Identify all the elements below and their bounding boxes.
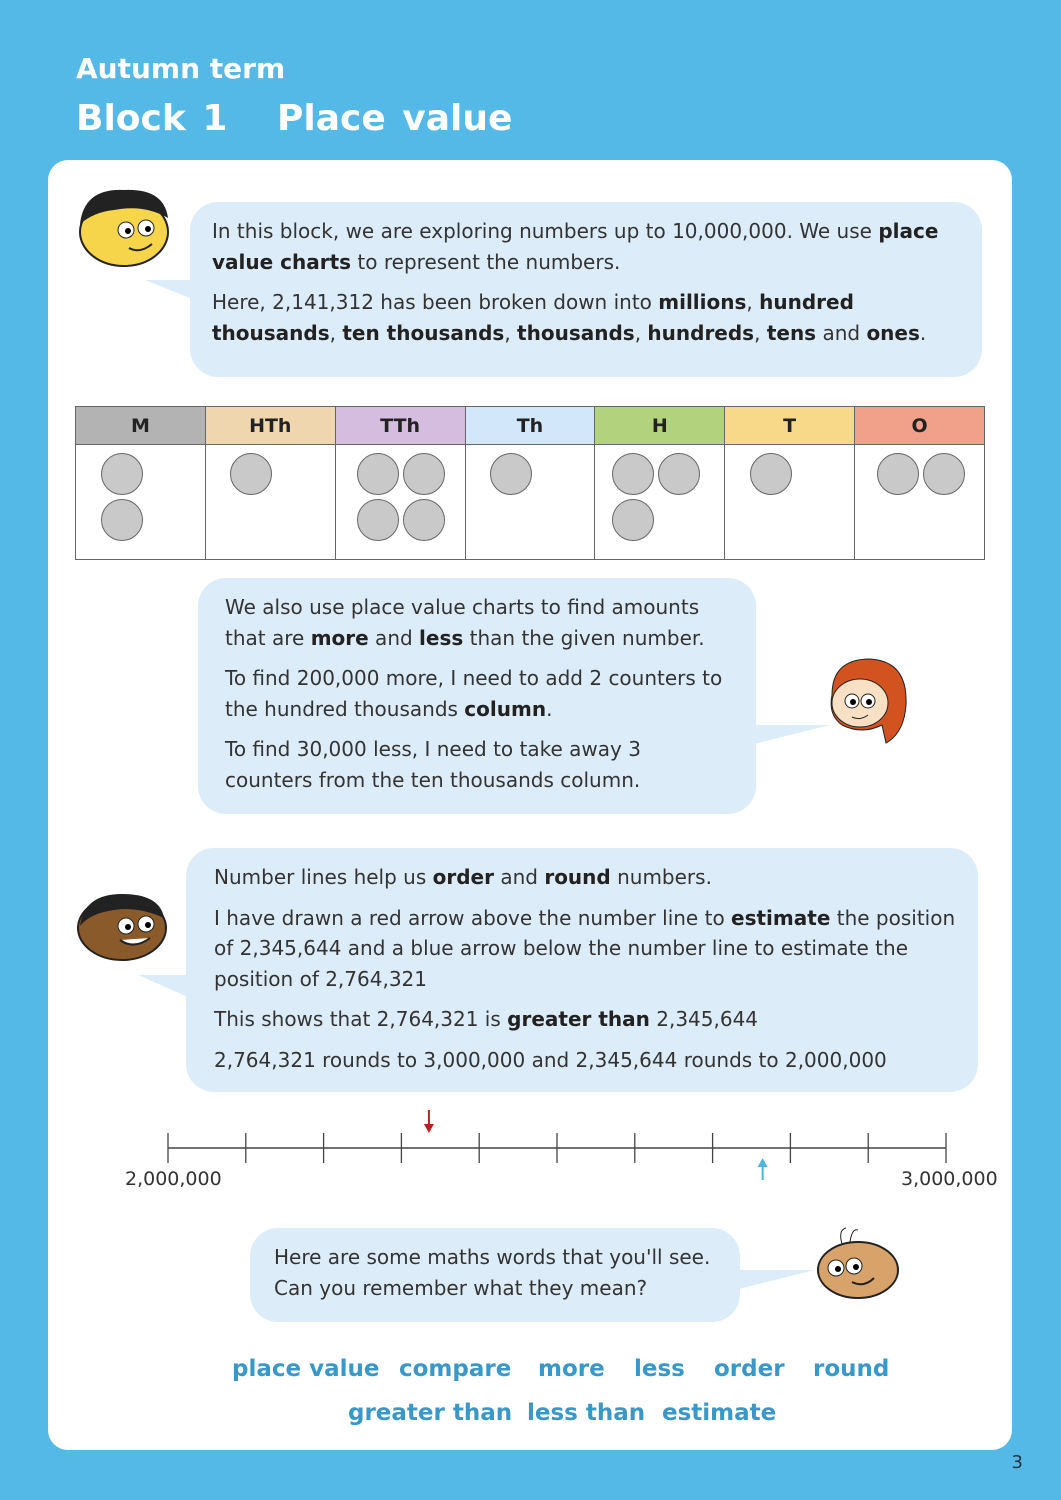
maths-word: round	[813, 1356, 890, 1382]
block-title: Block 1 Place value	[76, 98, 513, 139]
text: To find 30,000 less, I need to take away 3 counters from the ten thousands column.	[225, 737, 641, 792]
bold-term: ten thousands	[342, 320, 505, 345]
maths-word: more	[538, 1356, 605, 1382]
text: and	[493, 865, 545, 889]
maths-word: less than	[527, 1400, 646, 1426]
column-header-h: H	[595, 407, 725, 445]
bold-term: thousands	[517, 320, 635, 345]
bold-term: more	[310, 625, 369, 650]
bubble-paragraph	[225, 734, 734, 795]
bold-term: ones	[866, 320, 920, 345]
maths-words-speech-bubble	[250, 1228, 740, 1322]
page-number: 3	[1011, 1452, 1023, 1473]
potato-character-icon	[812, 1222, 908, 1304]
bubble-paragraph	[214, 862, 956, 893]
maths-word: place value	[232, 1356, 380, 1382]
column-header-tth: TTh	[335, 407, 465, 445]
boy-character-2-icon	[74, 890, 169, 962]
column-header-hth: HTh	[205, 407, 335, 445]
bubble-paragraph	[225, 663, 734, 724]
text: to represent the numbers.	[351, 249, 621, 274]
column-cell	[76, 445, 206, 560]
bubble-paragraph	[214, 903, 956, 995]
bubble-paragraph	[274, 1242, 718, 1303]
text: I have drawn a red arrow above the number line to	[214, 905, 732, 930]
blue-arrow-head-icon	[758, 1158, 768, 1167]
text: .	[546, 696, 553, 721]
term-heading: Autumn term	[76, 52, 286, 85]
more-less-speech-bubble	[198, 578, 756, 814]
counter	[490, 453, 532, 495]
speech-tail	[750, 725, 830, 745]
counter	[877, 453, 919, 495]
column-cell	[725, 445, 855, 560]
column-header-th: Th	[465, 407, 595, 445]
maths-word: greater than	[348, 1400, 513, 1426]
bubble-paragraph	[225, 592, 734, 653]
bold-term: order	[432, 865, 494, 889]
column-header-t: T	[725, 407, 855, 445]
text: ,	[504, 320, 518, 345]
text: and	[368, 625, 420, 650]
counter	[403, 499, 445, 541]
bold-term: estimate	[731, 905, 831, 930]
text: ,	[329, 320, 343, 345]
text: the position of 2,345,644 and a blue arrow below the number line to estimate the position of 2,764,321	[214, 905, 956, 991]
bubble-paragraph	[212, 216, 960, 277]
place-value-chart	[75, 406, 985, 560]
bold-term: millions	[658, 290, 747, 314]
text: This shows that 2,764,321 is	[214, 1007, 508, 1031]
column-header-m: M	[76, 407, 206, 445]
text: ,	[746, 290, 760, 314]
bold-term: tens	[766, 320, 817, 345]
speech-tail	[735, 1270, 815, 1290]
number-line-speech-bubble	[186, 848, 978, 1092]
bold-term: hundred thousands	[212, 290, 854, 345]
maths-word: estimate	[662, 1400, 777, 1426]
column-cell	[855, 445, 985, 560]
counter	[357, 499, 399, 541]
number-line-end-label: 3,000,000	[901, 1168, 998, 1190]
number-line-start-label: 2,000,000	[125, 1168, 222, 1190]
text: numbers.	[610, 865, 712, 889]
bold-term: hundreds	[647, 320, 755, 345]
text: 2,764,321 rounds to 3,000,000 and 2,345,644 rounds to 2,000,000	[214, 1047, 887, 1072]
text: and	[816, 320, 867, 345]
bubble-paragraph	[214, 1004, 956, 1035]
bold-term: round	[544, 865, 611, 889]
counter	[612, 453, 654, 495]
text: ,	[634, 320, 648, 345]
speech-tail	[138, 975, 188, 997]
bold-term: less	[419, 625, 464, 650]
speech-tail	[145, 280, 195, 300]
column-cell	[335, 445, 465, 560]
bubble-paragraph	[212, 287, 960, 348]
counter	[612, 499, 654, 541]
counter	[101, 499, 143, 541]
text: Here, 2,141,312 has been broken down into	[212, 290, 659, 314]
counter	[357, 453, 399, 495]
maths-word: less	[634, 1356, 685, 1382]
intro-speech-bubble	[190, 202, 982, 377]
text: Number lines help us	[214, 865, 433, 889]
text: than the given number.	[463, 625, 705, 650]
column-header-o: O	[855, 407, 985, 445]
column-cell	[465, 445, 595, 560]
text: .	[919, 320, 927, 345]
text: Here are some maths words that you'll see. Can you remember what they mean?	[274, 1245, 711, 1300]
text: 2,345,644	[649, 1007, 759, 1031]
counter	[101, 453, 143, 495]
column-cell	[595, 445, 725, 560]
bold-term: column	[464, 696, 547, 721]
counter	[923, 453, 965, 495]
counter	[230, 453, 272, 495]
text: To find 200,000 more, I need to add 2 counters to the hundred thousands	[225, 666, 723, 721]
number-line	[100, 1100, 1020, 1200]
maths-word: compare	[399, 1356, 512, 1382]
girl-character-icon	[822, 655, 912, 747]
bubble-paragraph	[214, 1045, 956, 1076]
counter	[750, 453, 792, 495]
text: We also use place value charts to find amounts that are	[225, 595, 700, 650]
text: ,	[754, 320, 767, 345]
counter	[403, 453, 445, 495]
text: In this block, we are exploring numbers up to 10,000,000. We use	[212, 219, 879, 243]
bold-term: greater than	[507, 1007, 650, 1031]
boy-character-icon	[74, 184, 174, 270]
red-arrow-head-icon	[424, 1124, 434, 1133]
bold-term: place value charts	[212, 219, 939, 274]
column-cell	[205, 445, 335, 560]
counter	[658, 453, 700, 495]
maths-word: order	[714, 1356, 785, 1382]
